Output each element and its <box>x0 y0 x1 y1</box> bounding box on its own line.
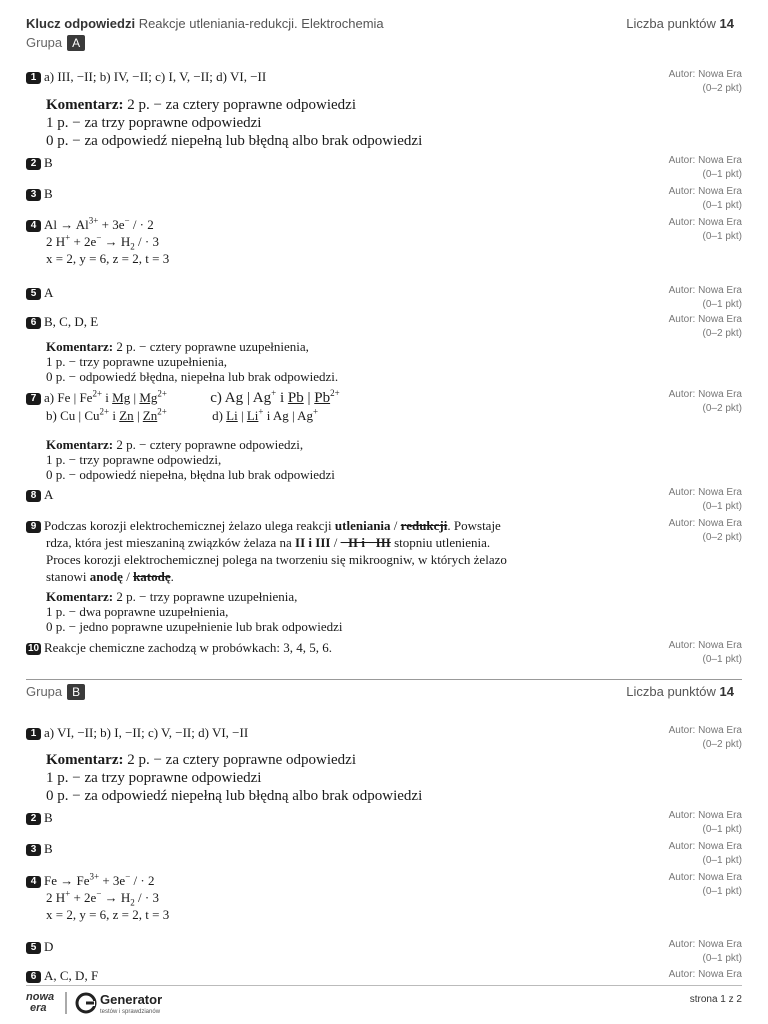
group-divider <box>26 679 742 680</box>
svg-text:era: era <box>30 1002 47 1014</box>
header-title: Reakcje utleniania-redukcji. Elektrochemia <box>138 16 384 31</box>
footer-divider <box>26 985 742 986</box>
svg-text:testów i sprawdzianów: testów i sprawdzianów <box>100 1009 161 1015</box>
answer-a-4: 4 $Al \to Al^{3+} + 3e^-$ / · 2 2 $H^+ + 2e^- \to H_2$ / · 3 x = 2, y = 6, z = 2, t = 3 <box>26 216 586 267</box>
answer-a-9: 9 Podczas korozji elektrochemicznej żelazo ulega reakcji utleniania / redukcji. Powstaje rdza, która jest mieszaniną związków żelaza na II i III / −II i −III stopniu utlenienia. Proces korozji elektrochemicznej polega na tworzeniu się mikroogniw, w których żelazo stanowi anodę / katodę. <box>26 517 586 585</box>
comment-a-6: Komentarz: 2 p. − cztery poprawne uzupełnienia, 1 p. − trzy poprawne uzupełnienia, 0 p. − odpowiedź błędna, niepełna lub brak odpowiedzi. <box>46 339 339 384</box>
answer-b-3: 3 B <box>26 840 586 857</box>
meta-b-6: Autor: Nowa Era <box>668 969 742 980</box>
answer-a-5: 5 A <box>26 284 586 301</box>
document-header <box>26 16 742 32</box>
svg-text:nowa: nowa <box>26 991 55 1003</box>
meta-b-1: Autor: Nowa Era (0–2 pkt) <box>668 725 742 750</box>
meta-a-5: Autor: Nowa Era (0–1 pkt) <box>668 285 742 310</box>
answer-a-10: 10 Reakcje chemiczne zachodzą w probówkach: 3, 4, 5, 6. <box>27 640 333 655</box>
meta-a-8: Autor: Nowa Era (0–1 pkt) <box>668 487 742 512</box>
group-a-badge: A <box>67 35 85 51</box>
group-a-heading: Grupa A <box>26 35 85 51</box>
meta-a-4: Autor: Nowa Era (0–1 pkt) <box>668 217 742 242</box>
meta-b-2: Autor: Nowa Era (0–1 pkt) <box>668 810 742 835</box>
meta-a-1: Autor: Nowa Era (0–2 pkt) <box>668 69 742 94</box>
group-b-badge: B <box>67 684 85 700</box>
nowa-era-generator-logo <box>26 989 196 1017</box>
header-points: Liczba punktów 14 <box>626 16 734 31</box>
comment-a-9: Komentarz: 2 p. − trzy poprawne uzupełnienia, 1 p. − dwa poprawne uzupełnienia, 0 p. − jedno poprawne uzupełnienie lub brak odpowiedzi <box>46 589 343 634</box>
comment-b-1: Komentarz: 2 p. − za cztery poprawne odpowiedzi 1 p. − za trzy poprawne odpowiedzi 0 p. − za odpowiedź niepełną lub błędną albo brak odpowiedzi <box>46 752 423 804</box>
answer-b-6: 6 A, C, D, F <box>26 967 586 984</box>
comment-a-1: Komentarz: 2 p. − za cztery poprawne odpowiedzi 1 p. − za trzy poprawne odpowiedzi 0 p. − za odpowiedź niepełną lub błędną albo brak odpowiedzi <box>46 97 423 149</box>
meta-a-7: Autor: Nowa Era (0–2 pkt) <box>668 389 742 414</box>
answer-b-1: 1 a) VI, −II; b) I, −II; c) V, −II; d) VI, −II <box>26 724 586 741</box>
group-b-points: Liczba punktów 14 <box>626 684 734 699</box>
meta-a-10: Autor: Nowa Era (0–1 pkt) <box>668 640 742 665</box>
meta-a-2: Autor: Nowa Era (0–1 pkt) <box>668 155 742 180</box>
meta-a-3: Autor: Nowa Era (0–1 pkt) <box>668 186 742 211</box>
meta-b-4: Autor: Nowa Era (0–1 pkt) <box>668 872 742 897</box>
answer-b-4: 4 $Fe \to Fe^{3+} + 3e^-$ / · 2 2 $H^+ + 2e^- \to H_2$ / · 3 x = 2, y = 6, z = 2, t = 3 <box>26 872 586 923</box>
svg-text:Generator: Generator <box>100 992 163 1007</box>
answer-b-2: 2 B <box>26 809 586 826</box>
answer-a-6: 6 B, C, D, E <box>26 313 586 330</box>
meta-b-3: Autor: Nowa Era (0–1 pkt) <box>668 841 742 866</box>
page-number: strona 1 z 2 <box>689 994 742 1005</box>
answer-a-2: 2 B <box>26 154 586 171</box>
meta-a-9: Autor: Nowa Era (0–2 pkt) <box>668 518 742 543</box>
meta-a-6: Autor: Nowa Era (0–2 pkt) <box>668 314 742 339</box>
answer-a-1: 1 a) III, −II; b) IV, −II; c) I, V, −II; d) VI, −II <box>26 68 586 85</box>
answer-a-8: 8 A <box>26 486 586 503</box>
comment-a-7: Komentarz: 2 p. − cztery poprawne odpowiedzi, 1 p. − trzy poprawne odpowiedzi, 0 p. − odpowiedź niepełna, błędna lub brak odpowiedzi <box>46 437 335 482</box>
group-b-heading: Grupa B <box>26 684 85 700</box>
footer-logos <box>26 989 196 1017</box>
meta-b-5: Autor: Nowa Era (0–1 pkt) <box>668 939 742 964</box>
answer-b-5: 5 D <box>26 938 586 955</box>
header-title-bold: Klucz odpowiedzi <box>26 16 136 31</box>
answer-a-3: 3 B <box>26 185 586 202</box>
answer-a-7: 7 a) Fe | $Fe^{2+}$ i Mg | $Mg^{2+}$ c) Ag | Ag+ i Pb | $Pb^{2+}$ b) Cu | $Cu^{2+}$ i Zn | $Zn^{2+}$ d) Li | Li+ i Ag | Ag+ <box>26 389 426 424</box>
